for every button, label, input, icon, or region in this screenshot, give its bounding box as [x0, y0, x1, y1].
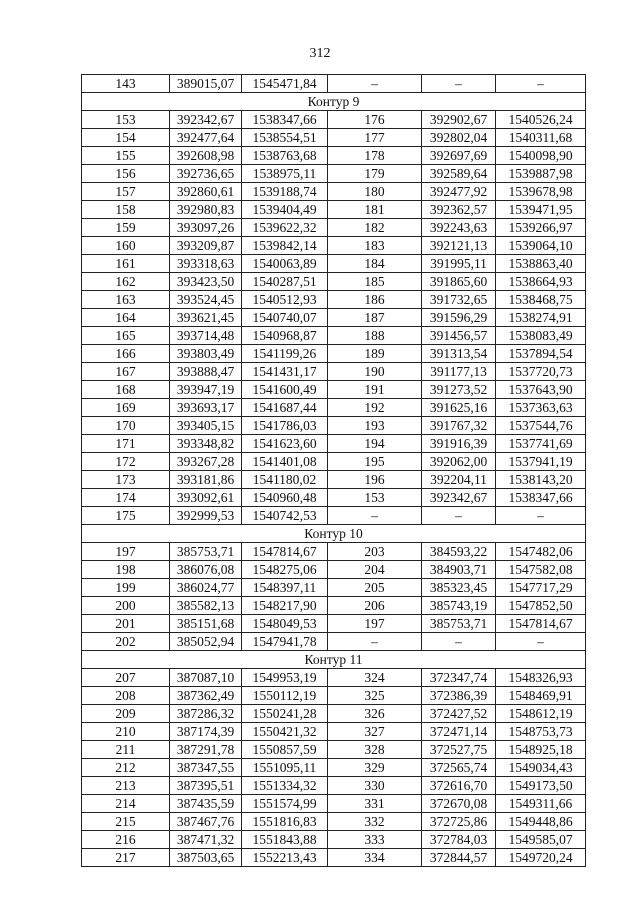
- table-cell: 330: [328, 777, 422, 795]
- table-cell: 1551095,11: [242, 759, 328, 777]
- table-row: [82, 669, 586, 687]
- table-cell: 153: [328, 489, 422, 507]
- table-cell: 393888,47: [170, 363, 242, 381]
- table-cell: 1548049,53: [242, 615, 328, 633]
- table-cell: 1549585,07: [496, 831, 586, 849]
- table-cell: 1541623,60: [242, 435, 328, 453]
- table-cell: 1547582,08: [496, 561, 586, 579]
- table-cell: 1551843,88: [242, 831, 328, 849]
- table-cell: 1548326,93: [496, 669, 586, 687]
- table-cell: 184: [328, 255, 422, 273]
- table-row: [82, 129, 586, 147]
- table-cell: 392121,13: [422, 237, 496, 255]
- table-row: [82, 327, 586, 345]
- table-cell: 1548217,90: [242, 597, 328, 615]
- table-cell: 1537894,54: [496, 345, 586, 363]
- table-cell: 207: [82, 669, 170, 687]
- table-row: [82, 705, 586, 723]
- table-row: [82, 489, 586, 507]
- table-cell: 1539064,10: [496, 237, 586, 255]
- table-cell: 393097,26: [170, 219, 242, 237]
- table-cell: –: [422, 75, 496, 93]
- table-cell: 385753,71: [422, 615, 496, 633]
- table-cell: 393181,86: [170, 471, 242, 489]
- table-cell: 332: [328, 813, 422, 831]
- table-cell: 387467,76: [170, 813, 242, 831]
- table-row: [82, 273, 586, 291]
- table-cell: 179: [328, 165, 422, 183]
- table-cell: 393318,63: [170, 255, 242, 273]
- table-cell: 326: [328, 705, 422, 723]
- table-cell: 1547482,06: [496, 543, 586, 561]
- table-cell: 393348,82: [170, 435, 242, 453]
- table-cell: 393524,45: [170, 291, 242, 309]
- table-row: [82, 597, 586, 615]
- table-cell: 1541687,44: [242, 399, 328, 417]
- table-row: [82, 579, 586, 597]
- table-cell: 1539471,95: [496, 201, 586, 219]
- table-cell: 177: [328, 129, 422, 147]
- table-cell: 190: [328, 363, 422, 381]
- table-cell: 1552213,43: [242, 849, 328, 867]
- table-cell: 1538143,20: [496, 471, 586, 489]
- table-cell: 387347,55: [170, 759, 242, 777]
- table-cell: 173: [82, 471, 170, 489]
- table-cell: 1550241,28: [242, 705, 328, 723]
- table-cell: 334: [328, 849, 422, 867]
- table-cell: 372471,14: [422, 723, 496, 741]
- table-cell: 1548469,91: [496, 687, 586, 705]
- table-row: [82, 381, 586, 399]
- table-cell: 1538863,40: [496, 255, 586, 273]
- table-cell: 167: [82, 363, 170, 381]
- table-row: [82, 813, 586, 831]
- table-row: [82, 741, 586, 759]
- table-cell: 1537363,63: [496, 399, 586, 417]
- table-cell: 372616,70: [422, 777, 496, 795]
- table-cell: 176: [328, 111, 422, 129]
- table-row: [82, 561, 586, 579]
- table-cell: 372427,52: [422, 705, 496, 723]
- table-cell: –: [496, 633, 586, 651]
- table-cell: 391995,11: [422, 255, 496, 273]
- table-cell: 1538347,66: [242, 111, 328, 129]
- table-cell: 1539678,98: [496, 183, 586, 201]
- table-cell: 1540098,90: [496, 147, 586, 165]
- table-cell: 387435,59: [170, 795, 242, 813]
- table-cell: 198: [82, 561, 170, 579]
- table-cell: 393405,15: [170, 417, 242, 435]
- coordinates-table: [81, 74, 586, 867]
- table-cell: 155: [82, 147, 170, 165]
- table-cell: 1539266,97: [496, 219, 586, 237]
- table-cell: 1539887,98: [496, 165, 586, 183]
- table-cell: 178: [328, 147, 422, 165]
- table-cell: 200: [82, 597, 170, 615]
- table-cell: –: [496, 75, 586, 93]
- table-cell: –: [328, 633, 422, 651]
- table-cell: 1537643,90: [496, 381, 586, 399]
- table-cell: 1548925,18: [496, 741, 586, 759]
- table-cell: 1550857,59: [242, 741, 328, 759]
- table-cell: 393209,87: [170, 237, 242, 255]
- table-cell: 392062,00: [422, 453, 496, 471]
- table-row: [82, 435, 586, 453]
- table-cell: 391865,60: [422, 273, 496, 291]
- table-cell: 385323,45: [422, 579, 496, 597]
- table-cell: 217: [82, 849, 170, 867]
- table-cell: 392342,67: [422, 489, 496, 507]
- table-cell: 188: [328, 327, 422, 345]
- table-cell: 1537720,73: [496, 363, 586, 381]
- table-cell: 1548612,19: [496, 705, 586, 723]
- table-cell: 392362,57: [422, 201, 496, 219]
- table-cell: 1551816,83: [242, 813, 328, 831]
- table-cell: 1541180,02: [242, 471, 328, 489]
- table-cell: 393092,61: [170, 489, 242, 507]
- table-cell: 393714,48: [170, 327, 242, 345]
- table-cell: 389015,07: [170, 75, 242, 93]
- table-cell: 1538468,75: [496, 291, 586, 309]
- table-cell: 199: [82, 579, 170, 597]
- table-cell: 385753,71: [170, 543, 242, 561]
- table-row: [82, 75, 586, 93]
- table-row: [82, 399, 586, 417]
- table-row: [82, 255, 586, 273]
- table-cell: 393803,49: [170, 345, 242, 363]
- table-cell: 1540512,93: [242, 291, 328, 309]
- table-cell: 387174,39: [170, 723, 242, 741]
- table-cell: 372844,57: [422, 849, 496, 867]
- table-cell: 163: [82, 291, 170, 309]
- table-cell: 208: [82, 687, 170, 705]
- table-cell: 1540968,87: [242, 327, 328, 345]
- table-row: [82, 759, 586, 777]
- table-cell: 392243,63: [422, 219, 496, 237]
- table-cell: 1548397,11: [242, 579, 328, 597]
- table-cell: 385743,19: [422, 597, 496, 615]
- table-cell: 1539188,74: [242, 183, 328, 201]
- table-cell: 1538975,11: [242, 165, 328, 183]
- table-cell: 324: [328, 669, 422, 687]
- table-cell: 392860,61: [170, 183, 242, 201]
- table-row: [82, 291, 586, 309]
- table-cell: 328: [328, 741, 422, 759]
- table-cell: 1538664,93: [496, 273, 586, 291]
- table-cell: 1551334,32: [242, 777, 328, 795]
- table-cell: 182: [328, 219, 422, 237]
- table-cell: 175: [82, 507, 170, 525]
- table-cell: 165: [82, 327, 170, 345]
- table-row: [82, 831, 586, 849]
- table-cell: 209: [82, 705, 170, 723]
- table-cell: 1540311,68: [496, 129, 586, 147]
- table-cell: 203: [328, 543, 422, 561]
- table-cell: 1539842,14: [242, 237, 328, 255]
- table-cell: 1549448,86: [496, 813, 586, 831]
- table-row: [82, 471, 586, 489]
- table-row: [82, 723, 586, 741]
- table-cell: 393947,19: [170, 381, 242, 399]
- table-cell: 1540742,53: [242, 507, 328, 525]
- table-row: [82, 183, 586, 201]
- table-cell: 166: [82, 345, 170, 363]
- table-cell: 387286,32: [170, 705, 242, 723]
- table-cell: 159: [82, 219, 170, 237]
- table-cell: 392477,92: [422, 183, 496, 201]
- table-cell: 392736,65: [170, 165, 242, 183]
- table-cell: 1547814,67: [496, 615, 586, 633]
- table-cell: 385052,94: [170, 633, 242, 651]
- table-cell: 387087,10: [170, 669, 242, 687]
- table-cell: 384593,22: [422, 543, 496, 561]
- table-cell: 385582,13: [170, 597, 242, 615]
- table-cell: 1539622,32: [242, 219, 328, 237]
- table-cell: 154: [82, 129, 170, 147]
- table-row: [82, 147, 586, 165]
- table-cell: 1540063,89: [242, 255, 328, 273]
- table-cell: 393267,28: [170, 453, 242, 471]
- table-cell: 1548753,73: [496, 723, 586, 741]
- table-cell: –: [328, 75, 422, 93]
- table-cell: 206: [328, 597, 422, 615]
- table-cell: 169: [82, 399, 170, 417]
- table-cell: 1541199,26: [242, 345, 328, 363]
- table-cell: 197: [82, 543, 170, 561]
- table-cell: 391177,13: [422, 363, 496, 381]
- table-cell: 331: [328, 795, 422, 813]
- table-row: [82, 201, 586, 219]
- table-cell: 153: [82, 111, 170, 129]
- table-cell: 170: [82, 417, 170, 435]
- table-cell: 171: [82, 435, 170, 453]
- table-cell: 160: [82, 237, 170, 255]
- table-cell: 391767,32: [422, 417, 496, 435]
- contour-title: Контур 11: [82, 651, 586, 669]
- table-cell: 164: [82, 309, 170, 327]
- table-cell: 391732,65: [422, 291, 496, 309]
- table-cell: 391916,39: [422, 435, 496, 453]
- table-row: [82, 453, 586, 471]
- table-cell: 174: [82, 489, 170, 507]
- table-cell: 329: [328, 759, 422, 777]
- table-row: [82, 417, 586, 435]
- table-cell: 192: [328, 399, 422, 417]
- table-cell: 372725,86: [422, 813, 496, 831]
- contour-title: Контур 10: [82, 525, 586, 543]
- table-row: [82, 543, 586, 561]
- table-cell: 183: [328, 237, 422, 255]
- contour-header-row: [82, 93, 586, 111]
- table-cell: 1541786,03: [242, 417, 328, 435]
- table-cell: 172: [82, 453, 170, 471]
- table-cell: 385151,68: [170, 615, 242, 633]
- table-cell: 1540960,48: [242, 489, 328, 507]
- table-cell: 1545471,84: [242, 75, 328, 93]
- table-cell: –: [328, 507, 422, 525]
- table-cell: 391596,29: [422, 309, 496, 327]
- table-cell: 392902,67: [422, 111, 496, 129]
- table-cell: 196: [328, 471, 422, 489]
- table-cell: 393423,50: [170, 273, 242, 291]
- table-cell: 194: [328, 435, 422, 453]
- table-cell: 392204,11: [422, 471, 496, 489]
- table-cell: 1537544,76: [496, 417, 586, 435]
- table-cell: 387503,65: [170, 849, 242, 867]
- table-cell: 391313,54: [422, 345, 496, 363]
- table-cell: 391456,57: [422, 327, 496, 345]
- table-cell: 1549953,19: [242, 669, 328, 687]
- table-cell: 168: [82, 381, 170, 399]
- table-cell: 372670,08: [422, 795, 496, 813]
- table-cell: 392608,98: [170, 147, 242, 165]
- contour-header-row: [82, 525, 586, 543]
- table-cell: 214: [82, 795, 170, 813]
- table-cell: 1538347,66: [496, 489, 586, 507]
- table-cell: 1550421,32: [242, 723, 328, 741]
- table-cell: 392999,53: [170, 507, 242, 525]
- table-cell: 372386,39: [422, 687, 496, 705]
- table-cell: 327: [328, 723, 422, 741]
- table-cell: 189: [328, 345, 422, 363]
- table-cell: 1551574,99: [242, 795, 328, 813]
- table-row: [82, 363, 586, 381]
- table-row: [82, 309, 586, 327]
- table-cell: 1541600,49: [242, 381, 328, 399]
- table-cell: 191: [328, 381, 422, 399]
- table-cell: 392980,83: [170, 201, 242, 219]
- table-cell: 393693,17: [170, 399, 242, 417]
- table-row: [82, 795, 586, 813]
- table-row: [82, 849, 586, 867]
- table-cell: 162: [82, 273, 170, 291]
- table-cell: 211: [82, 741, 170, 759]
- table-cell: 387291,78: [170, 741, 242, 759]
- table-cell: 1540287,51: [242, 273, 328, 291]
- table-cell: 181: [328, 201, 422, 219]
- table-cell: 387471,32: [170, 831, 242, 849]
- table-cell: 202: [82, 633, 170, 651]
- table-row: [82, 165, 586, 183]
- table-cell: 186: [328, 291, 422, 309]
- table-row: [82, 777, 586, 795]
- table-cell: 180: [328, 183, 422, 201]
- table-cell: 1538554,51: [242, 129, 328, 147]
- table-cell: 1538274,91: [496, 309, 586, 327]
- table-cell: 1538083,49: [496, 327, 586, 345]
- table-cell: 1537941,19: [496, 453, 586, 471]
- table-cell: 1549311,66: [496, 795, 586, 813]
- table-cell: 1549034,43: [496, 759, 586, 777]
- contour-header-row: [82, 651, 586, 669]
- table-cell: 187: [328, 309, 422, 327]
- table-cell: 157: [82, 183, 170, 201]
- table-row: [82, 237, 586, 255]
- table-row: [82, 219, 586, 237]
- table-row: [82, 345, 586, 363]
- table-cell: 1540740,07: [242, 309, 328, 327]
- table-cell: 212: [82, 759, 170, 777]
- table-cell: 197: [328, 615, 422, 633]
- table-cell: –: [496, 507, 586, 525]
- table-cell: 210: [82, 723, 170, 741]
- table-cell: 1547717,29: [496, 579, 586, 597]
- table-cell: 161: [82, 255, 170, 273]
- table-cell: 372784,03: [422, 831, 496, 849]
- contour-title: Контур 9: [82, 93, 586, 111]
- table-cell: –: [422, 633, 496, 651]
- table-cell: 392589,64: [422, 165, 496, 183]
- table-cell: 1550112,19: [242, 687, 328, 705]
- table-cell: 393621,45: [170, 309, 242, 327]
- table-row: [82, 111, 586, 129]
- table-cell: 392697,69: [422, 147, 496, 165]
- table-cell: 205: [328, 579, 422, 597]
- table-cell: 1540526,24: [496, 111, 586, 129]
- table-cell: 213: [82, 777, 170, 795]
- page-number: 312: [309, 46, 331, 61]
- table-cell: 1537741,69: [496, 435, 586, 453]
- table-cell: 386076,08: [170, 561, 242, 579]
- table-cell: 372565,74: [422, 759, 496, 777]
- table-row: [82, 615, 586, 633]
- table-cell: 185: [328, 273, 422, 291]
- table-cell: 143: [82, 75, 170, 93]
- table-cell: 391625,16: [422, 399, 496, 417]
- table-cell: 372347,74: [422, 669, 496, 687]
- table-cell: 392477,64: [170, 129, 242, 147]
- table-cell: 387395,51: [170, 777, 242, 795]
- table-cell: 158: [82, 201, 170, 219]
- table-cell: 1547814,67: [242, 543, 328, 561]
- table-cell: 215: [82, 813, 170, 831]
- table-cell: 1538763,68: [242, 147, 328, 165]
- table-cell: 325: [328, 687, 422, 705]
- table-cell: 216: [82, 831, 170, 849]
- table-cell: 193: [328, 417, 422, 435]
- table-row: [82, 633, 586, 651]
- table-cell: 156: [82, 165, 170, 183]
- table-cell: 1541431,17: [242, 363, 328, 381]
- table-cell: –: [422, 507, 496, 525]
- table-cell: 1547941,78: [242, 633, 328, 651]
- table-cell: 391273,52: [422, 381, 496, 399]
- table-cell: 204: [328, 561, 422, 579]
- table-cell: 1549720,24: [496, 849, 586, 867]
- table-row: [82, 507, 586, 525]
- table-cell: 384903,71: [422, 561, 496, 579]
- table-cell: 1549173,50: [496, 777, 586, 795]
- table-cell: 387362,49: [170, 687, 242, 705]
- table-cell: 1539404,49: [242, 201, 328, 219]
- table-cell: 1547852,50: [496, 597, 586, 615]
- table-cell: 201: [82, 615, 170, 633]
- table-cell: 392802,04: [422, 129, 496, 147]
- table-cell: 1541401,08: [242, 453, 328, 471]
- table-cell: 333: [328, 831, 422, 849]
- table-cell: 195: [328, 453, 422, 471]
- table-cell: 1548275,06: [242, 561, 328, 579]
- table-row: [82, 687, 586, 705]
- table-cell: 386024,77: [170, 579, 242, 597]
- table-cell: 372527,75: [422, 741, 496, 759]
- table-cell: 392342,67: [170, 111, 242, 129]
